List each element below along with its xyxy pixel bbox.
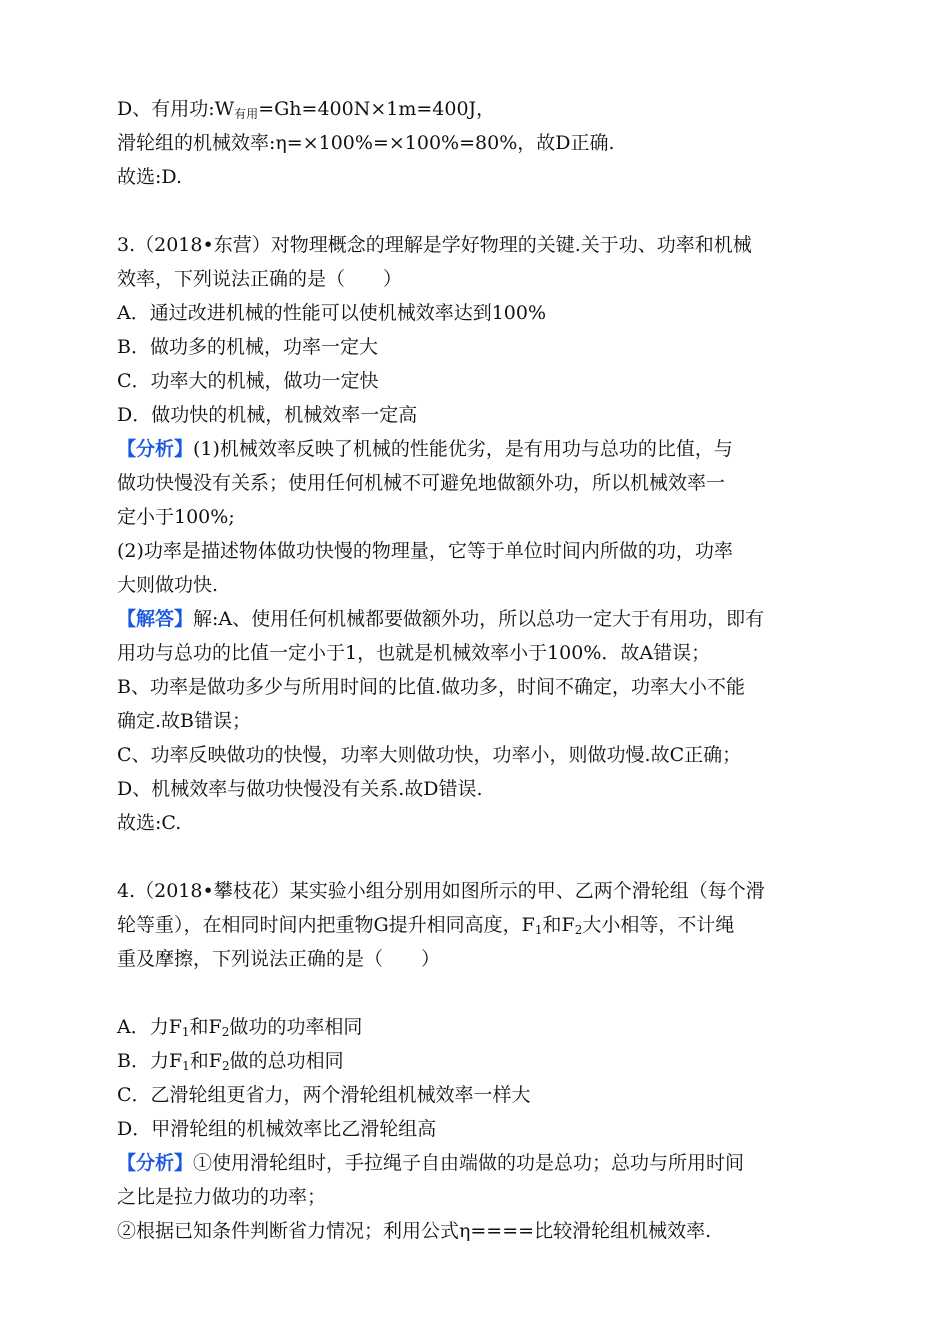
text-line: 滑轮组的机械效率:η=×100%=×100%=80%，故D正确. bbox=[117, 132, 615, 154]
question-stem: 4.（2018•攀枝花）某实验小组分别用如图所示的甲、乙两个滑轮组（每个滑 bbox=[117, 880, 765, 902]
solution-line: B、功率是做功多少与所用时间的比值.做功多，时间不确定，功率大小不能 bbox=[117, 676, 746, 698]
option-d: D．甲滑轮组的机械效率比乙滑轮组高 bbox=[117, 1118, 437, 1140]
answer-line: 故选:C. bbox=[117, 812, 182, 834]
spacer bbox=[117, 194, 847, 228]
solution-line: 用功与总功的比值一定小于1，也就是机械效率小于100%．故A错误； bbox=[117, 642, 711, 664]
option-c: C．功率大的机械，做功一定快 bbox=[117, 370, 379, 392]
analysis-line: 大则做功快. bbox=[117, 574, 219, 596]
spacer bbox=[117, 840, 847, 874]
analysis-line: 做功快慢没有关系；使用任何机械不可避免地做额外功，所以机械效率一 bbox=[117, 472, 726, 494]
text-line: D、有用功$:W_{有用}=Gh=400N\times 1m=400J$， bbox=[117, 98, 496, 121]
analysis-line: (2)功率是描述物体做功快慢的物理量，它等于单位时间内所做的功，功率 bbox=[117, 540, 733, 562]
option-a: A．通过改进机械的性能可以使机械效率达到100% bbox=[117, 302, 547, 324]
solution-line: 【解答】解:A、使用任何机械都要做额外功，所以总功一定大于有用功，即有 bbox=[117, 608, 765, 630]
analysis-line: ②根据已知条件判断省力情况；利用公式η====比较滑轮组机械效率. bbox=[117, 1220, 712, 1242]
question-stem: 3.（2018•东营）对物理概念的理解是学好物理的关键.关于功、功率和机械 bbox=[117, 234, 752, 256]
document-page bbox=[117, 92, 847, 1248]
analysis-tag: 【分析】 bbox=[117, 1152, 194, 1174]
question-stem: 效率，下列说法正确的是（ ） bbox=[117, 268, 403, 290]
analysis-line: 【分析】①使用滑轮组时，手拉绳子自由端做的功是总功；总功与所用时间 bbox=[117, 1152, 745, 1174]
option-a: A．力$F_1$和$F_2$做功的功率相同 bbox=[117, 1016, 363, 1039]
option-d: D．做功快的机械，机械效率一定高 bbox=[117, 404, 418, 426]
answer-line: 故选:D. bbox=[117, 166, 182, 188]
question-stem: 轮等重），在相同时间内把重物G提升相同高度，$F_1$和$F_2$大小相等，不计绳 bbox=[117, 914, 735, 937]
solution-tag: 【解答】 bbox=[117, 608, 194, 630]
solution-line: 确定.故B错误； bbox=[117, 710, 252, 732]
analysis-tag: 【分析】 bbox=[117, 438, 194, 460]
solution-line: C、功率反映做功的快慢，功率大则做功快，功率小，则做功慢.故C正确； bbox=[117, 744, 742, 766]
analysis-line: 【分析】(1)机械效率反映了机械的性能优劣，是有用功与总功的比值，与 bbox=[117, 438, 733, 460]
option-b: B．力$F_1$和$F_2$做的总功相同 bbox=[117, 1050, 344, 1073]
option-b: B．做功多的机械，功率一定大 bbox=[117, 336, 378, 358]
solution-line: D、机械效率与做功快慢没有关系.故D错误. bbox=[117, 778, 483, 800]
figure-placeholder bbox=[117, 976, 847, 1010]
option-c: C．乙滑轮组更省力，两个滑轮组机械效率一样大 bbox=[117, 1084, 531, 1106]
question-stem: 重及摩擦，下列说法正确的是（ ） bbox=[117, 948, 441, 970]
analysis-line: 定小于100%; bbox=[117, 506, 235, 528]
analysis-line: 之比是拉力做功的功率； bbox=[117, 1186, 327, 1208]
